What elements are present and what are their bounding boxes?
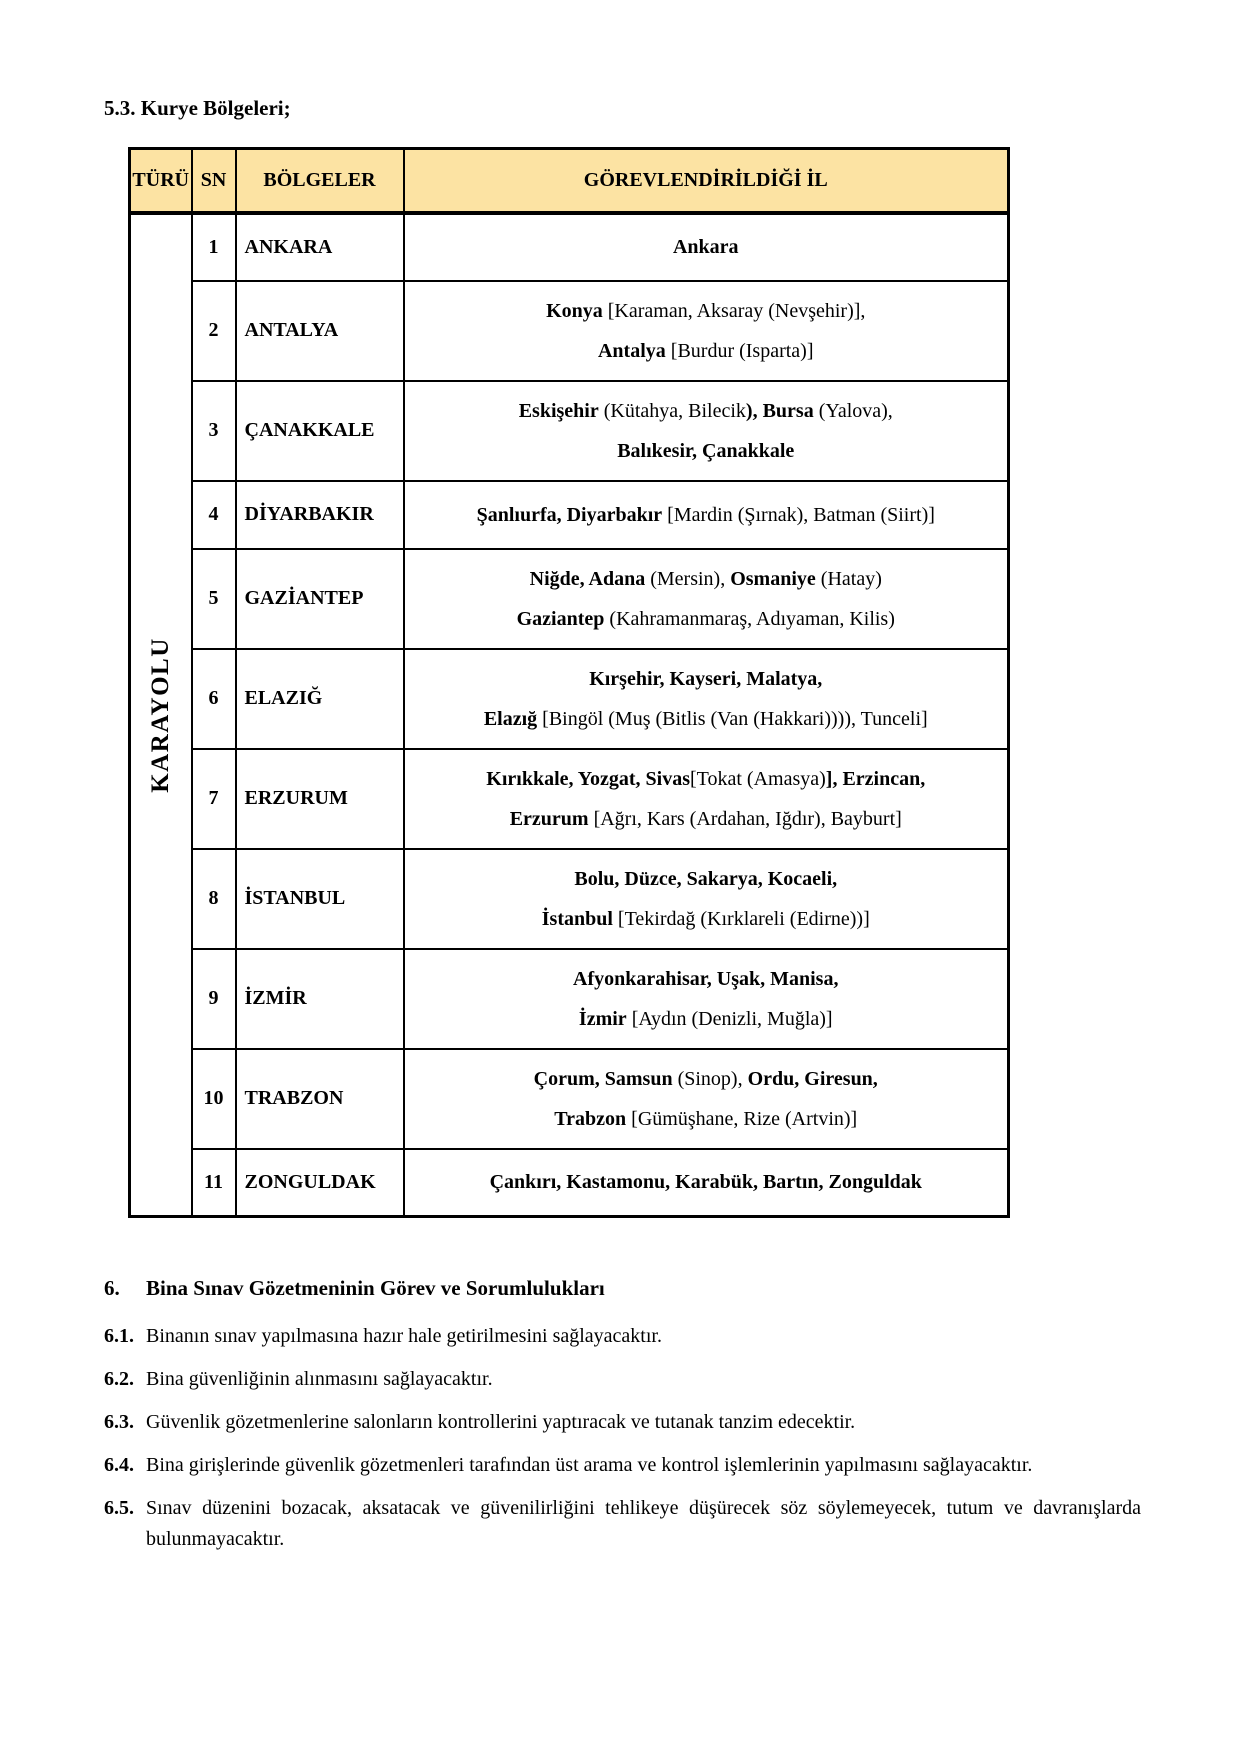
provinces-line: Ankara <box>672 236 739 258</box>
table-header-row <box>130 149 1009 213</box>
region-cell: ÇANAKKALE <box>236 381 404 481</box>
table-body <box>130 213 1009 1217</box>
assigned-provinces-cell <box>404 849 1009 949</box>
provinces-line: Erzurum [Ağrı, Kars (Ardahan, Iğdır), Bayburt] <box>509 807 902 830</box>
assigned-provinces-cell <box>404 1149 1009 1217</box>
duty-item-number: 6.1. <box>104 1325 134 1347</box>
region-cell: İSTANBUL <box>236 849 404 949</box>
provinces-line: Çankırı, Kastamonu, Karabük, Bartın, Zonguldak <box>489 1171 922 1194</box>
table-row <box>130 481 1009 549</box>
region-cell: ELAZIĞ <box>236 649 404 749</box>
provinces-line: Elazığ [Bingöl (Muş (Bitlis (Van (Hakkari)))), Tunceli] <box>483 707 928 730</box>
duty-item <box>104 1364 1141 1395</box>
duty-item-text: Güvenlik gözetmenlerine salonların kontrollerini yaptıracak ve tutanak tanzim edecektir. <box>146 1411 856 1433</box>
provinces-line: İstanbul [Tekirdağ (Kırklareli (Edirne))] <box>541 907 870 930</box>
provinces-line: İzmir [Aydın (Denizli, Muğla)] <box>578 1007 833 1030</box>
region-cell: İZMİR <box>236 949 404 1049</box>
group-label: KARAYOLU <box>146 636 174 793</box>
provinces-line: Afyonkarahisar, Uşak, Manisa, <box>573 967 839 990</box>
provinces-line: Eskişehir (Kütahya, Bilecik), Bursa (Yalova), <box>518 399 893 422</box>
region-cell: DİYARBAKIR <box>236 481 404 549</box>
assigned-provinces-cell <box>404 481 1009 549</box>
sn-cell: 3 <box>192 381 236 481</box>
duty-item-number: 6.4. <box>104 1454 134 1476</box>
sn-cell: 10 <box>192 1049 236 1149</box>
assigned-provinces-cell <box>404 649 1009 749</box>
duty-list <box>104 1321 1141 1555</box>
section-6 <box>104 1276 1141 1555</box>
table-row <box>130 849 1009 949</box>
sn-cell: 9 <box>192 949 236 1049</box>
provinces-line: Antalya [Burdur (Isparta)] <box>597 339 814 362</box>
table-row <box>130 1149 1009 1217</box>
assigned-provinces-cell <box>404 749 1009 849</box>
duty-item <box>104 1321 1141 1352</box>
region-cell: ERZURUM <box>236 749 404 849</box>
duty-item-text: Binanın sınav yapılmasına hazır hale getirilmesini sağlayacaktır. <box>146 1325 662 1347</box>
assigned-provinces-cell <box>404 949 1009 1049</box>
column-header-sn: SN <box>192 149 236 213</box>
table-row <box>130 213 1009 281</box>
duty-item-number: 6.5. <box>104 1497 134 1519</box>
assigned-provinces-cell <box>404 381 1009 481</box>
courier-regions-table <box>128 147 1010 1218</box>
duty-item <box>104 1493 1141 1555</box>
section-6-number: 6. <box>104 1276 120 1300</box>
sn-cell: 11 <box>192 1149 236 1217</box>
duty-item-text: Bina güvenliğinin alınmasını sağlayacaktır. <box>146 1368 493 1390</box>
table-row <box>130 549 1009 649</box>
provinces-line: Kırıkkale, Yozgat, Sivas[Tokat (Amasya)], Erzincan, <box>486 767 926 790</box>
column-header-bolgeler: BÖLGELER <box>236 149 404 213</box>
region-cell: ANTALYA <box>236 281 404 381</box>
assigned-provinces-cell <box>404 1049 1009 1149</box>
duty-item <box>104 1450 1141 1481</box>
provinces-line: Kırşehir, Kayseri, Malatya, <box>589 667 823 690</box>
duty-item <box>104 1407 1141 1438</box>
provinces-line: Çorum, Samsun (Sinop), Ordu, Giresun, <box>533 1067 878 1090</box>
section-title: 5.3. Kurye Bölgeleri; <box>104 96 291 120</box>
provinces-line: Bolu, Düzce, Sakarya, Kocaeli, <box>574 867 838 890</box>
sn-cell: 2 <box>192 281 236 381</box>
sn-cell: 4 <box>192 481 236 549</box>
column-header-turu: TÜRÜ <box>130 149 192 213</box>
table-row <box>130 649 1009 749</box>
sn-cell: 5 <box>192 549 236 649</box>
duty-item-number: 6.3. <box>104 1411 134 1433</box>
sn-cell: 7 <box>192 749 236 849</box>
region-cell: ANKARA <box>236 213 404 281</box>
provinces-line: Balıkesir, Çanakkale <box>617 439 795 462</box>
section-6-title: Bina Sınav Gözetmeninin Görev ve Sorumlulukları <box>146 1276 605 1300</box>
column-header-il: GÖREVLENDİRİLDİĞİ İL <box>404 149 1009 213</box>
table-row <box>130 281 1009 381</box>
provinces-line: Gaziantep (Kahramanmaraş, Adıyaman, Kilis) <box>516 607 895 630</box>
provinces-line: Konya [Karaman, Aksaray (Nevşehir)], <box>546 299 866 322</box>
region-cell: TRABZON <box>236 1049 404 1149</box>
sn-cell: 6 <box>192 649 236 749</box>
region-cell: ZONGULDAK <box>236 1149 404 1217</box>
assigned-provinces-cell <box>404 549 1009 649</box>
table-row <box>130 1049 1009 1149</box>
provinces-line: Trabzon [Gümüşhane, Rize (Artvin)] <box>554 1107 858 1130</box>
sn-cell: 1 <box>192 213 236 281</box>
table-row <box>130 381 1009 481</box>
group-cell-karayolu <box>130 213 192 1217</box>
duty-item-text: Bina girişlerinde güvenlik gözetmenleri tarafından üst arama ve kontrol işlemlerinin yapılmasını sağlayacaktır. <box>146 1454 1033 1476</box>
provinces-line: Niğde, Adana (Mersin), Osmaniye (Hatay) <box>529 567 882 590</box>
sn-cell: 8 <box>192 849 236 949</box>
region-cell: GAZİANTEP <box>236 549 404 649</box>
table-row <box>130 949 1009 1049</box>
table-row <box>130 749 1009 849</box>
section-6-heading <box>104 1276 1141 1301</box>
assigned-provinces-cell <box>404 213 1009 281</box>
assigned-provinces-cell <box>404 281 1009 381</box>
provinces-line: Şanlıurfa, Diyarbakır [Mardin (Şırnak), Batman (Siirt)] <box>476 503 935 526</box>
duty-item-text: Sınav düzenini bozacak, aksatacak ve güvenilirliğini tehlikeye düşürecek söz söylemeyecek, tutum ve davranışlarda bulunmayacaktır. <box>146 1497 1141 1550</box>
duty-item-number: 6.2. <box>104 1368 134 1390</box>
